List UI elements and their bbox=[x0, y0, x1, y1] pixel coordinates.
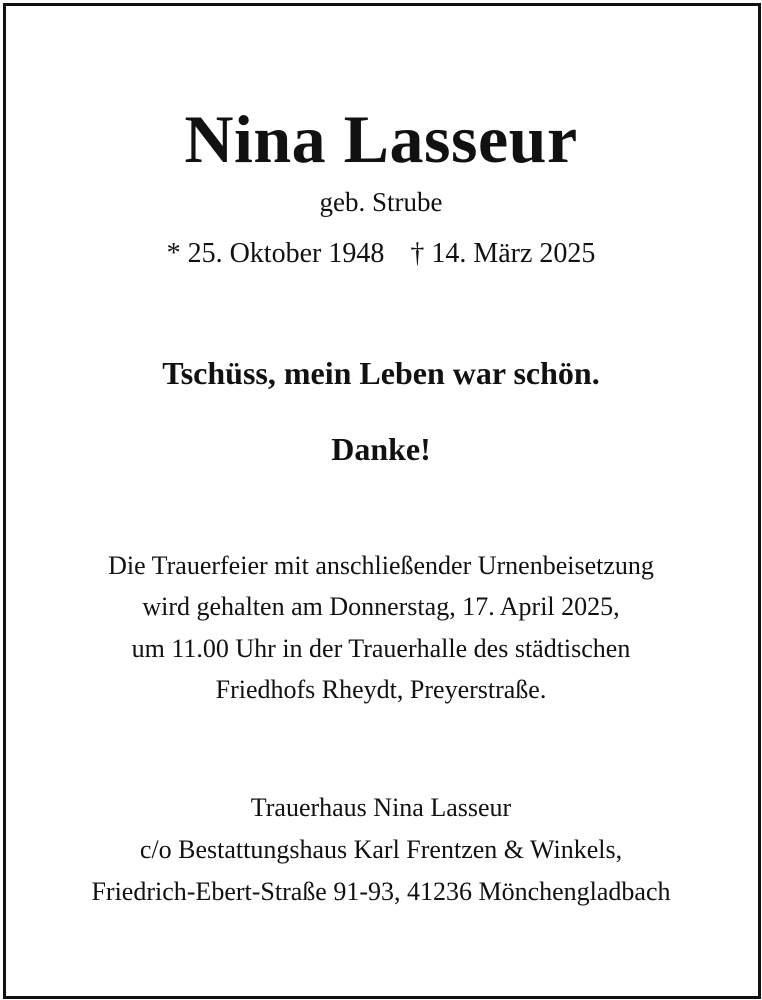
farewell-motto: Tschüss, mein Leben war schön. bbox=[162, 355, 600, 391]
thanks-text: Danke! bbox=[331, 431, 431, 467]
ceremony-line: um 11.00 Uhr in der Trauerhalle des städtischen bbox=[131, 634, 631, 663]
ceremony-line: Friedhofs Rheydt, Preyerstraße. bbox=[215, 675, 547, 704]
ceremony-line: wird gehalten am Donnerstag, 17. April 2025, bbox=[142, 592, 620, 621]
address-line: Trauerhaus Nina Lasseur bbox=[250, 793, 512, 822]
deceased-name: Nina Lasseur bbox=[184, 101, 578, 177]
life-dates bbox=[0, 238, 762, 270]
address-line: c/o Bestattungshaus Karl Frentzen & Winkels, bbox=[139, 835, 623, 864]
birth-name: geb. Strube bbox=[319, 187, 443, 217]
address-line: Friedrich-Ebert-Straße 91-93, 41236 Mönchengladbach bbox=[91, 877, 671, 906]
death-date: † 14. März 2025 bbox=[410, 238, 596, 269]
birth-date: * 25. Oktober 1948 bbox=[166, 238, 385, 269]
ceremony-line: Die Trauerfeier mit anschließender Urnenbeisetzung bbox=[108, 551, 654, 580]
